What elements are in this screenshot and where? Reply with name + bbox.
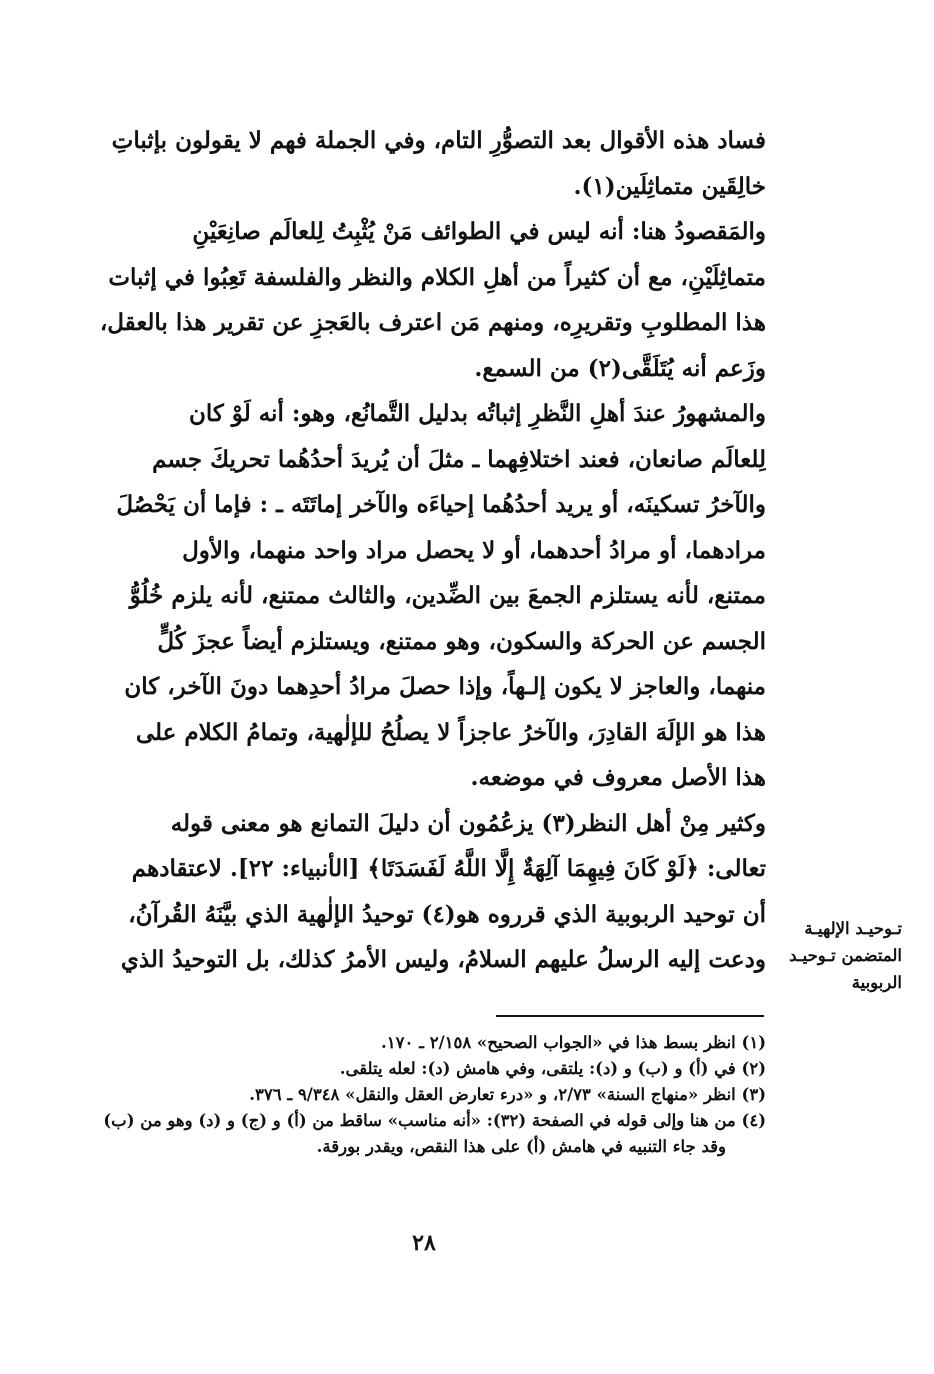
text-line: هذا هو الإلَهَ القادِرَ، والآخرُ عاجزاً لا يصلُحُ للإلٰهية، وتمامُ الكلام على <box>135 718 766 746</box>
text-line: وزَعم أنه يُتَلَقَّى(٢) من السمع. <box>474 354 766 382</box>
footnote: (٤) من هنا وإلى قوله في الصفحة (٣٢): «أنه مناسب» ساقط من (أ) و (ج) و (د) وهو من (ب) <box>103 1111 766 1130</box>
footnotes <box>86 1030 766 1160</box>
text-line: ودعت إليه الرسلُ عليهم السلامُ، وليس الأمرُ كذلك، بل التوحيدُ الذي <box>120 946 766 973</box>
footnote: (٣) انظر «منهاج السنة» ٢/٧٣، و «درء تعارض العقل والنقل» ٩/٣٤٨ ـ ٣٧٦. <box>249 1085 766 1104</box>
margin-note <box>776 915 902 996</box>
text-line: خالِقَين متماثِلَين(١). <box>573 172 766 200</box>
text-line: الجسم عن الحركة والسكون، وهو ممتنع، ويستلزم أيضاً عجزَ كُلٍّ <box>157 627 766 655</box>
margin-note-line: المتضمن تـوحيـد <box>789 946 902 965</box>
text-line: فساد هذه الأقوال بعد التصوُّرِ التام، وفي الجملة فهم لا يقولون بإثباتِ <box>111 127 766 154</box>
footnote: (١) انظر بسط هذا في «الجواب الصحيح» ٢/١٥٨ ـ ١٧٠. <box>381 1033 766 1052</box>
text-line: وكثير مِنْ أهل النظر(٣) يزعُمُون أن دليلَ التمانع هو معنى قوله <box>170 809 766 837</box>
margin-note-line: تـوحيـد الإلهيـة <box>804 919 902 938</box>
text-line: متماثِلَيْنِ، مع أن كثيراً من أهلِ الكلام والنظر والفلسفة تَعِبُوا في إثبات <box>108 263 766 291</box>
text-line: هذا الأصل معروف في موضعه. <box>470 764 766 791</box>
text-line: أن توحيد الربوبية الذي قرروه هو(٤) توحيدُ الإلٰهية الذي بيَّنَهُ القُرآنُ، <box>128 900 766 928</box>
text-line: مرادهما، أو مرادُ أحدهما، أو لا يحصل مراد واحد منهما، والأول <box>182 536 766 564</box>
margin-note-line: الربوبية <box>851 973 902 992</box>
text-line: والمَقصودُ هنا: أنه ليس في الطوائف مَنْ يُثْبِتُ لِلعالَم صانِعَيْنِ <box>192 218 766 245</box>
footnote-divider <box>496 1015 764 1017</box>
footnote: (٢) في (أ) و (ب) و (د): يلتقى، وفي هامش (د): لعله يتلقى. <box>339 1059 766 1078</box>
text-line: والآخرُ تسكينَه، أو يريد أحدُهُما إحياءَه والآخر إماتَتَه ـ : فإما أن يَحْصُلَ <box>116 491 766 518</box>
footnote-continuation: وقد جاء التنبيه في هامش (أ) على هذا النقص، ويقدر بورقة. <box>316 1137 726 1156</box>
text-line: هذا المطلوبِ وتقريرِه، ومنهم مَن اعترف بالعَجزِ عن تقرير هذا بالعقل، <box>99 309 766 336</box>
text-line: منهما، والعاجز لا يكون إلـهاً، وإذا حصلَ مرادُ أحدِهما دونَ الآخر، كان <box>124 673 766 700</box>
text-line: ممتنع، لأنه يستلزم الجمعَ بين الضِّدين، والثالث ممتنع، لأنه يلزم خُلُوُّ <box>129 582 766 609</box>
text-line: تعالى: ﴿لَوْ كَانَ فِيهِمَا آلِهَةٌ إِلَّا اللَّهُ لَفَسَدَتَا﴾ [الأنبياء: ٢٢]. لاعتقادهم <box>131 855 766 882</box>
text-line: والمشهورُ عندَ أهلِ النَّظرِ إثباتُه بدليل التَّمانُع، وهو: أنه لَوْ كان <box>188 400 766 427</box>
text-line: لِلعالَم صانعان، فعند اختلافِهما ـ مثلَ أن يُريدَ أحدُهُما تحريكَ جسم <box>152 445 766 473</box>
main-text <box>86 118 766 983</box>
page-number: ٢٨ <box>412 1230 436 1256</box>
